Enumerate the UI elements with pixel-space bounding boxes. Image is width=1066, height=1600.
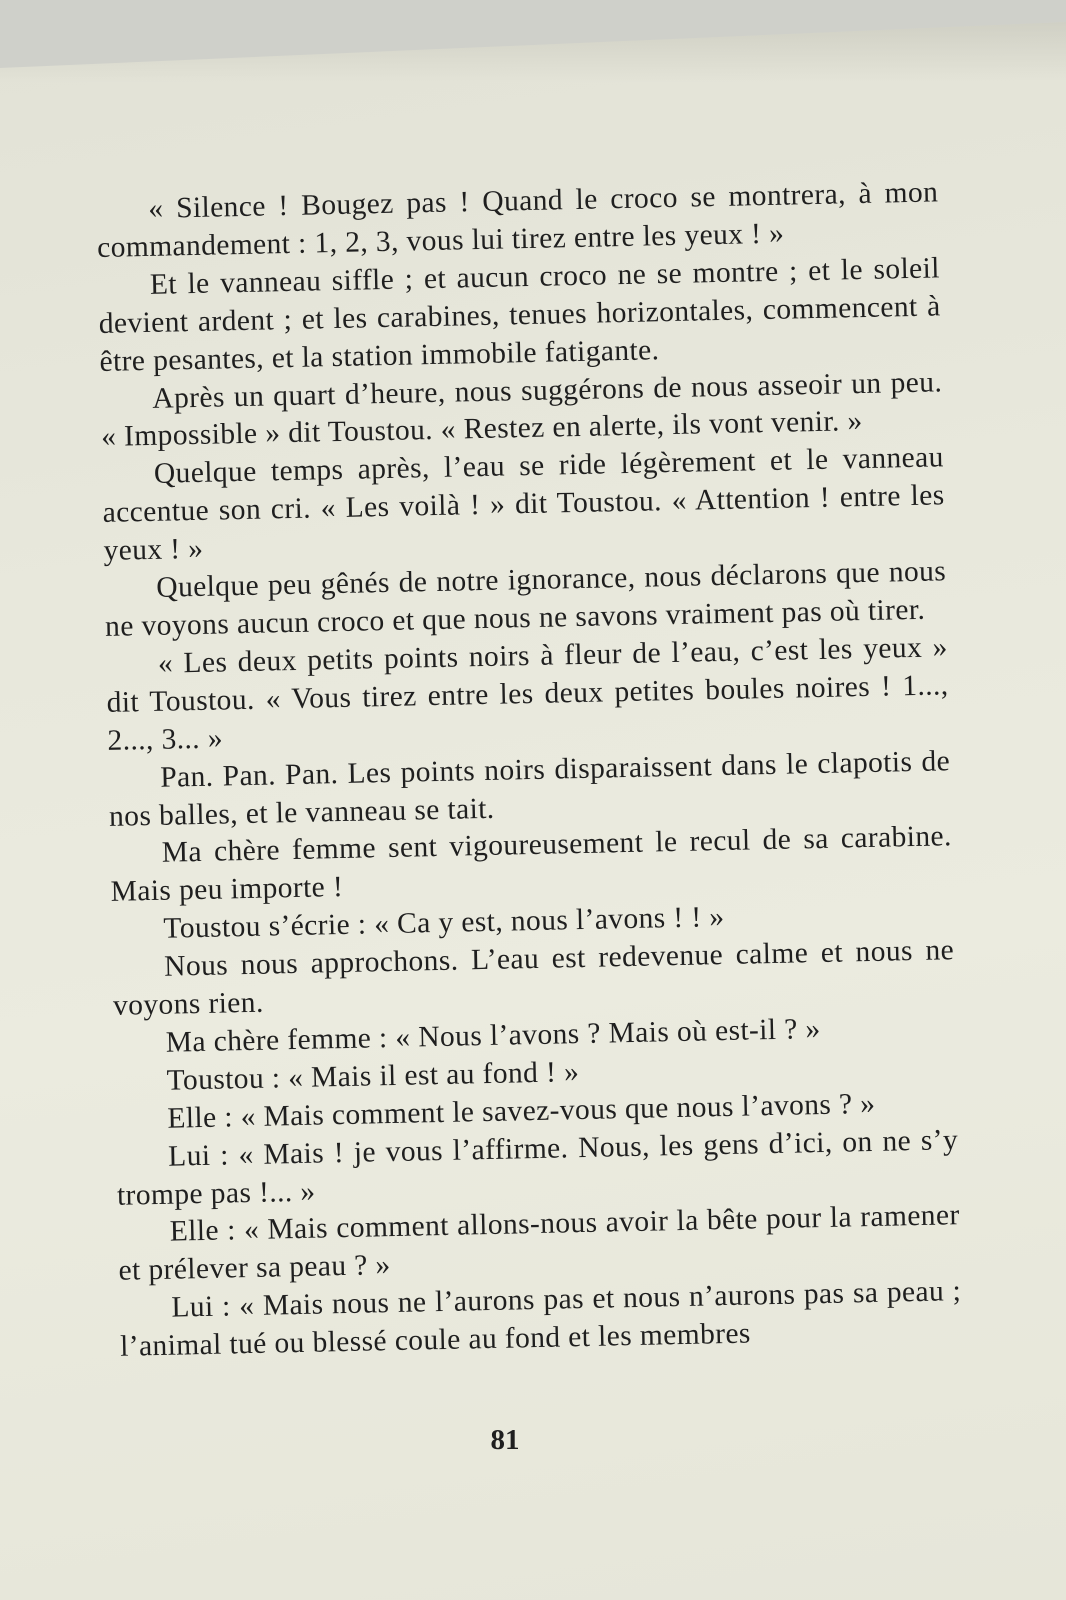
paragraph: Ma chère femme : « Nous l’avons ? Mais où est-il ? » [165,1012,821,1059]
paragraph: « Les deux petits points noirs à fleur de l’eau, c’est les yeux » dit Toustou. « Vous tirez entre les deux petites boules noires ! 1..., 2..., 3... » [106,631,949,757]
paragraph: Pan. Pan. Pan. Les points noirs disparaissent dans le clapotis de nos balles, et le vanneau se tait. [108,744,951,833]
paragraph: Elle : « Mais comment allons-nous avoir la bête pour la ramener et prélever sa peau ? » [118,1199,960,1288]
paragraph: Après un quart d’heure, nous suggérons de nous asseoir un peu. « Impossible » dit Toustou. « Restez en alerte, ils vont venir. » [100,365,943,454]
paragraph: Toustou s’écrie : « Ca y est, nous l’avons ! ! » [163,901,725,945]
page-number: 81 [490,1424,520,1456]
paragraph: Elle : « Mais comment le savez-vous que nous l’avons ? » [167,1087,876,1135]
paragraph: Nous nous approchons. L’eau est redevenue calme et nous ne voyons rien. [112,934,955,1022]
paragraph: Toustou : « Mais il est au fond ! » [166,1055,580,1097]
paragraph: Quelque peu gênés de notre ignorance, nous déclarons que nous ne voyons aucun croco et que nous ne savons vraiment pas où tirer. [104,555,947,643]
page-text-block [96,174,962,1366]
paragraph: Lui : « Mais nous ne l’aurons pas et nous n’aurons pas sa peau ; l’animal tué ou blessé coule au fond et les membres [119,1275,962,1363]
paragraph: Et le vanneau siffle ; et aucun croco ne se montre ; et le soleil devient ardent ; et les carabines, tenues horizontales, commencent à être pesantes, et la station immobile fatigante. [98,252,941,378]
paragraph: Quelque temps après, l’eau se ride légèrement et le vanneau accentue son cri. « Les voilà ! » dit Toustou. « Attention ! entre les yeux ! » [102,441,945,568]
paragraph: Ma chère femme sent vigoureusement le recul de sa carabine. Mais peu importe ! [110,820,953,909]
paragraph: « Silence ! Bougez pas ! Quand le croco se montrera, à mon commandement : 1, 2, 3, vous lui tirez entre les yeux ! » [96,176,939,264]
paragraph: Lui : « Mais ! je vous l’affirme. Nous, les gens d’ici, on ne s’y trompe pas !... » [116,1123,959,1212]
